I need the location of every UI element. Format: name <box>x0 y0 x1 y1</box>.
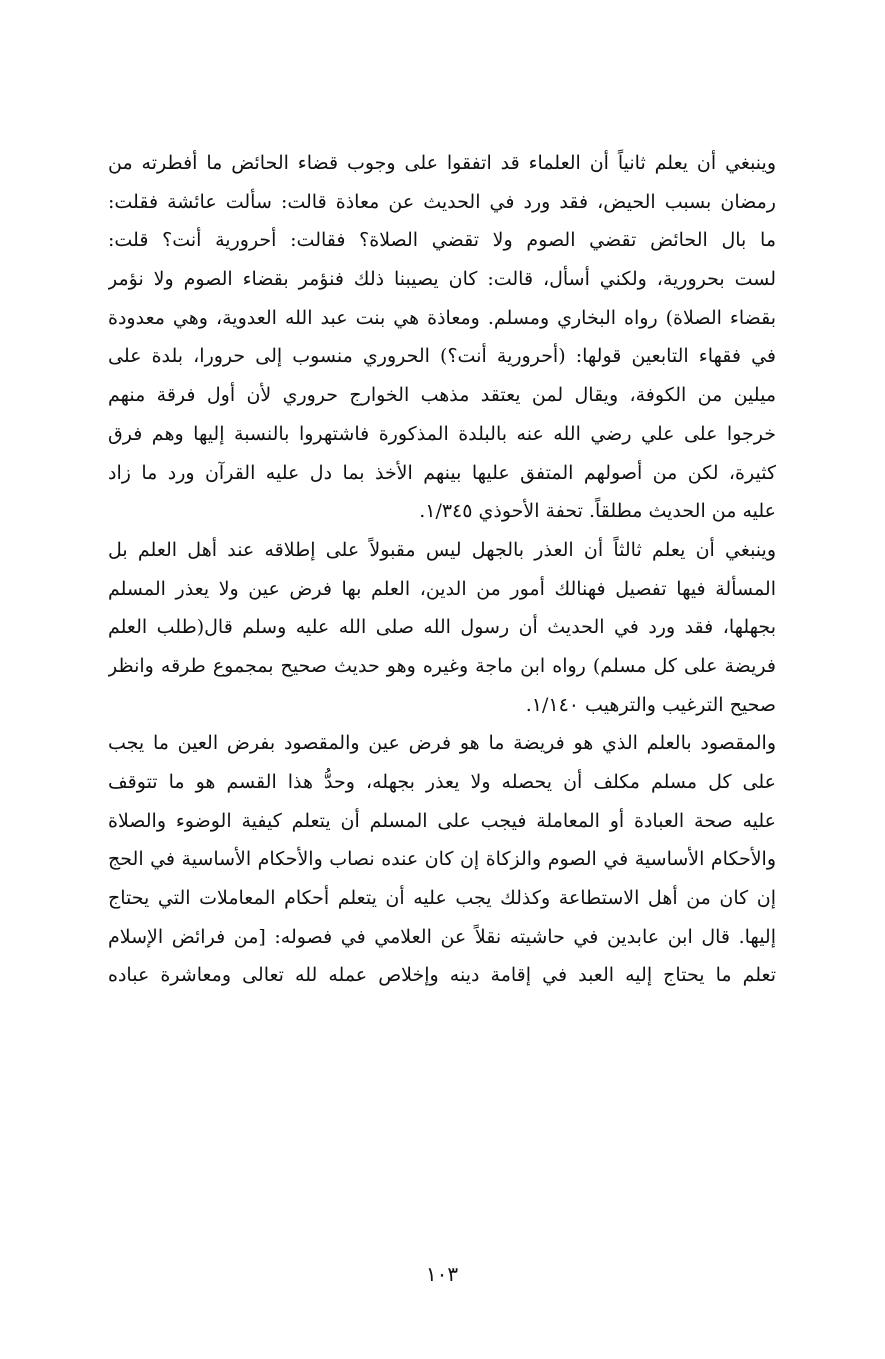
text-line: في فقهاء التابعين قولها: (أحرورية أنت؟) الحروري منسوب إلى حرورا، بلدة على <box>108 345 776 368</box>
text-line: على كل مسلم مكلف أن يحصله ولا يعذر بجهله، وحدُّ هذا القسم هو ما تتوقف <box>108 771 776 793</box>
text-line: المسألة فيها تفصيل فهنالك أمور من الدين، العلم بها فرض عين ولا يعذر المسلم <box>108 577 776 600</box>
text-line: وينبغي أن يعلم ثالثاً أن العذر بالجهل ليس مقبولاً على إطلاقه عند أهل العلم بل <box>108 538 776 561</box>
text-line: لست بحرورية، ولكني أسأل، قالت: كان يصيبنا ذلك فنؤمر بقضاء الصوم ولا نؤمر <box>108 268 776 291</box>
text-line: بقضاء الصلاة) رواه البخاري ومسلم. ومعاذة هي بنت عبد الله العدوية، وهي معدودة <box>108 306 776 329</box>
text-line: تعلم ما يحتاج إليه العبد في إقامة دينه وإخلاص عمله لله تعالى ومعاشرة عباده <box>108 964 776 987</box>
text-line: والمقصود بالعلم الذي هو فريضة ما هو فرض عين والمقصود بفرض العين ما يجب <box>108 732 776 755</box>
page-number: ١٠٣ <box>425 1262 459 1286</box>
text-line: إليها. قال ابن عابدين في حاشيته نقلاً عن العلامي في فصوله: [من فرائض الإسلام <box>108 925 776 948</box>
body-text <box>108 144 776 995</box>
text-line: فريضة على كل مسلم) رواه ابن ماجة وغيره وهو حديث صحيح بمجموع طرقه وانظر <box>108 654 776 677</box>
text-line: بجهلها، فقد ورد في الحديث أن رسول الله صلى الله عليه وسلم قال(طلب العلم <box>108 616 776 639</box>
text-line: خرجوا على علي رضي الله عنه بالبلدة المذكورة فاشتهروا بالنسبة إليها وهم فرق <box>108 422 776 445</box>
text-line: وينبغي أن يعلم ثانياً أن العلماء قد اتفقوا على وجوب قضاء الحائض ما أفطرته من <box>108 152 776 174</box>
text-line: كثيرة، لكن من أصولهم المتفق عليها بينهم الأخذ بما دل عليه القرآن ورد ما زاد <box>108 461 776 484</box>
text-line: عليه من الحديث مطلقاً. تحفة الأحوذي ١/٣٤٥. <box>419 500 776 523</box>
text-line: عليه صحة العبادة أو المعاملة فيجب على المسلم أن يتعلم كيفية الوضوء والصلاة <box>108 809 776 832</box>
text-line: رمضان بسبب الحيض، فقد ورد في الحديث عن معاذة قالت: سألت عائشة فقلت: <box>108 190 776 213</box>
text-line: صحيح الترغيب والترهيب ١/١٤٠. <box>525 693 776 716</box>
text-line: والأحكام الأساسية في الصوم والزكاة إن كان عنده نصاب والأحكام الأساسية في الحج <box>108 848 776 871</box>
text-line: ميلين من الكوفة، ويقال لمن يعتقد مذهب الخوارج حروري لأن أول فرقة منهم <box>108 384 776 407</box>
text-line: إن كان من أهل الاستطاعة وكذلك يجب عليه أن يتعلم أحكام المعاملات التي يحتاج <box>108 887 776 910</box>
text-line: ما بال الحائض تقضي الصوم ولا تقضي الصلاة؟ فقالت: أحرورية أنت؟ قلت: <box>108 229 776 252</box>
